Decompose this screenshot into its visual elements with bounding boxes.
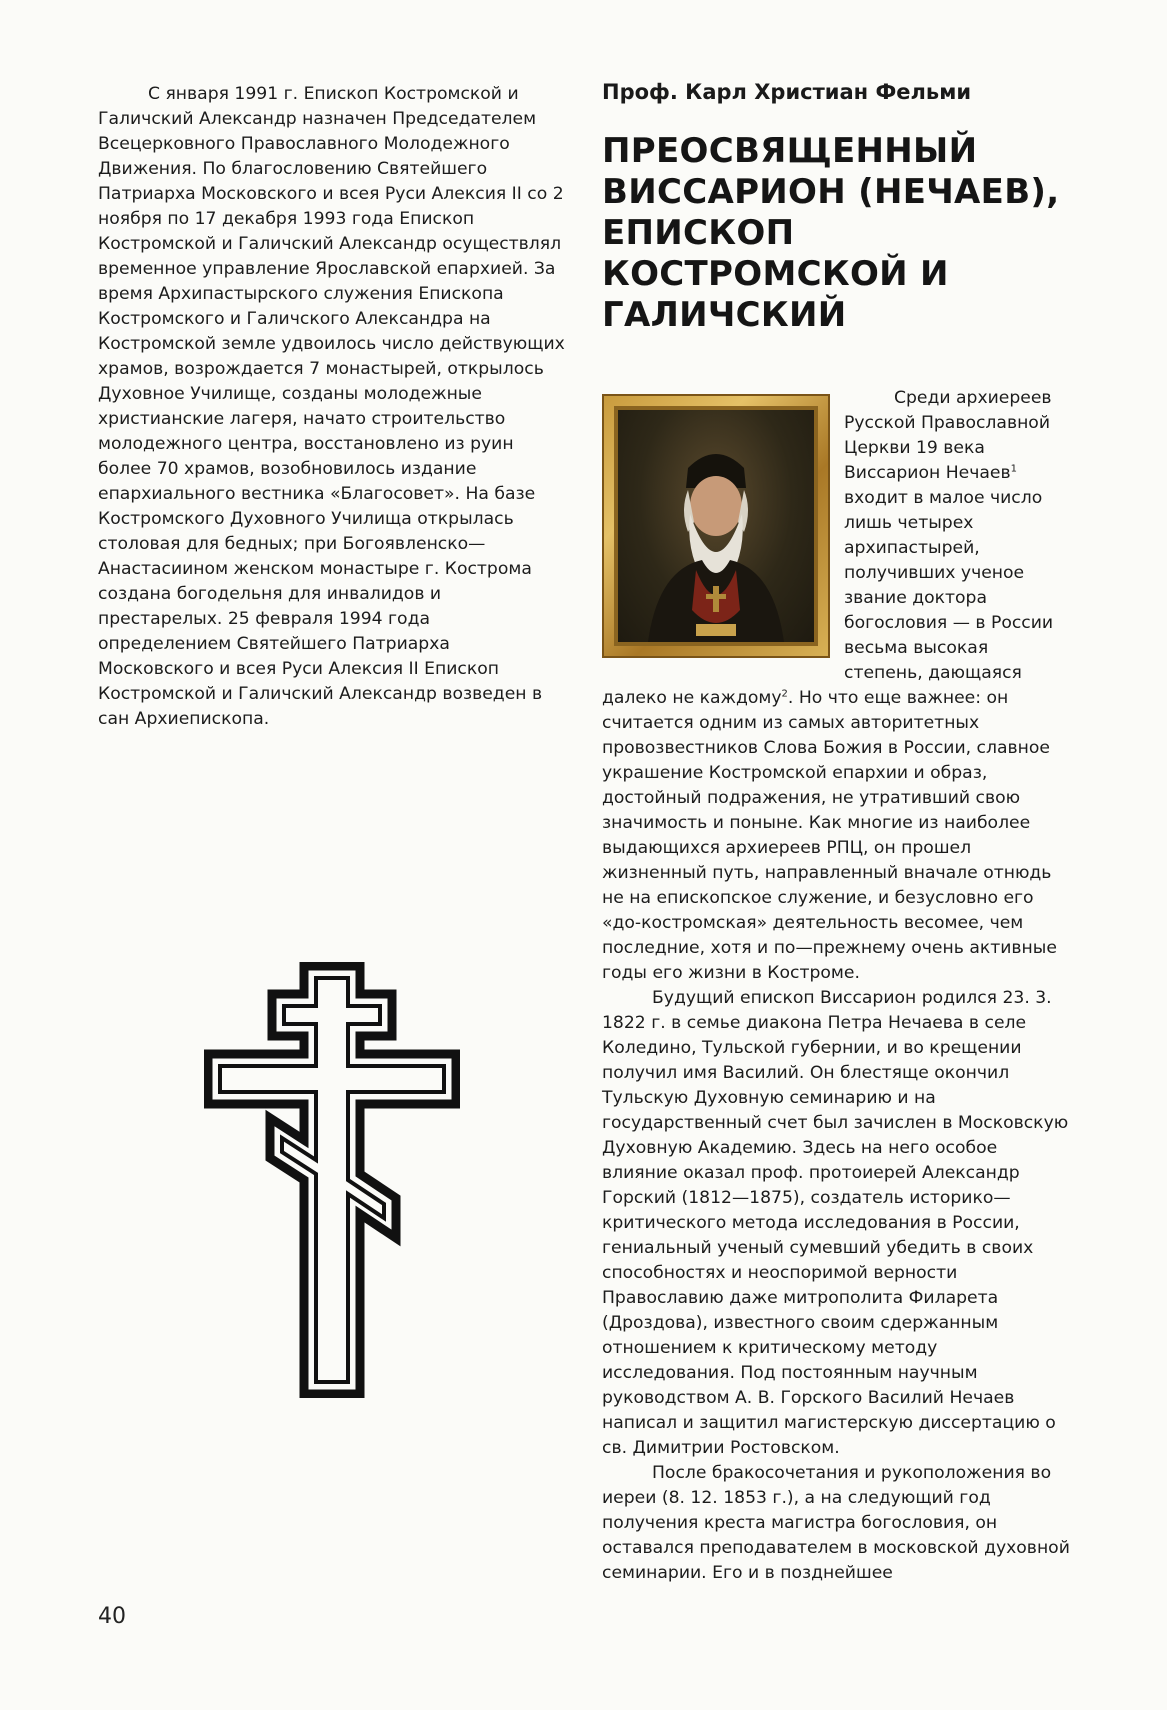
- bishop-portrait-icon: [618, 410, 814, 642]
- article-paragraph-3: После бракосочетания и рукоположения во иереи (8. 12. 1853 г.), а на следующий год получения креста магистра богословия, он оставался преподавателем в московской духовной семинарии. Его и в позднейшее: [602, 1463, 1070, 1583]
- footnote-marker: 1: [1010, 463, 1017, 475]
- article-title: [602, 131, 1122, 336]
- title-line: ВИССАРИОН (НЕЧАЕВ),: [602, 172, 1060, 212]
- article-text: Среди архиереев Русской Православной Церкви 19 века Виссарион Нечаев: [844, 388, 1052, 483]
- article-paragraph-2: Будущий епископ Виссарион родился 23. 3. 1822 г. в семье диакона Петра Нечаева в селе Коледино, Тульской губернии, и во крещении получил имя Василий. Он блестяще окончил Тульскую Духовную семинарию и на государственный счет был зачислен в Московскую Духовную Академию. Здесь на него особое влияние оказал проф. протоиерей Александр Горский (1812—1875), создатель историко—критического метода исследования в России, гениальный ученый сумевший убедить в своих способностях и неоспоримой верности Православию даже митрополита Филарета (Дроздова), известного своим сдержанным отношением к критическому методу исследования. Под постоянным научным руководством А. В. Горского Василий Нечаев написал и защитил магистерскую диссертацию о св. Димитрии Ростовском.: [602, 988, 1069, 1458]
- footnote-marker: 2: [781, 688, 788, 700]
- portrait-image: [602, 394, 830, 658]
- article-author: Проф. Карл Христиан Фельми: [602, 80, 972, 104]
- title-line: КОСТРОМСКОЙ И: [602, 254, 949, 294]
- title-line: ЕПИСКОП: [602, 213, 795, 253]
- left-paragraph: С января 1991 г. Епископ Костромской и Галичский Александр назначен Председателем Всецерковного Православного Молодежного Движения. По благословению Святейшего Патриарха Московского и всея Руси Алексия II со 2 ноября по 17 декабря 1993 года Епископ Костромской и Галичский Александр осуществлял временное управление Ярославской епархией. За время Архипастырского служения Епископа Костромского и Галичского Александра на Костромской земле удвоилось число действующих храмов, возрождается 7 монастырей, открылось Духовное Училище, созданы молодежные христианские лагеря, начато строительство молодежного центра, восстановлено из руин более 70 храмов, возобновилось издание епархиального вестника «Благосовет». На базе Костромского Духовного Училища открылась столовая для бедных; при Богоявленско—Анастасиином женском монастыре г. Кострома создана богодельня для инвалидов и престарелых. 25 февраля 1994 года определением Святейшего Патриарха Московского и всея Руси Алексия II Епископ Костромской и Галичский Александр возведен в сан Архиепископа.: [98, 84, 565, 729]
- title-line: ПРЕОСВЯЩЕННЫЙ: [602, 131, 978, 171]
- orthodox-cross-icon: [204, 962, 460, 1398]
- right-column: [602, 386, 1072, 1586]
- article-text: . Но что еще важнее: он считается одним из самых авторитетных провозвестников Слова Божия в России, славное украшение Костромской епархии и образ, достойный подражения, не утративший свою значимость и поныне. Как многие из наиболее выдающихся архиереев РПЦ, он прошел жизненный путь, направленный вначале отнюдь не на епископское служение, и безусловно его «до-костромская» деятельность весомее, чем последние, хотя и по—прежнему очень активные годы его жизни в Костроме.: [602, 688, 1057, 983]
- left-column: [98, 82, 566, 732]
- article-text: входит в малое число лишь четырех архипастырей, получивших ученое звание доктора богословия — в России весьма высокая степень, дающаяся далеко не каждому: [602, 488, 1054, 708]
- title-line: ГАЛИЧСКИЙ: [602, 295, 847, 335]
- page-number: 40: [98, 1604, 126, 1629]
- portrait-painting: [614, 406, 818, 646]
